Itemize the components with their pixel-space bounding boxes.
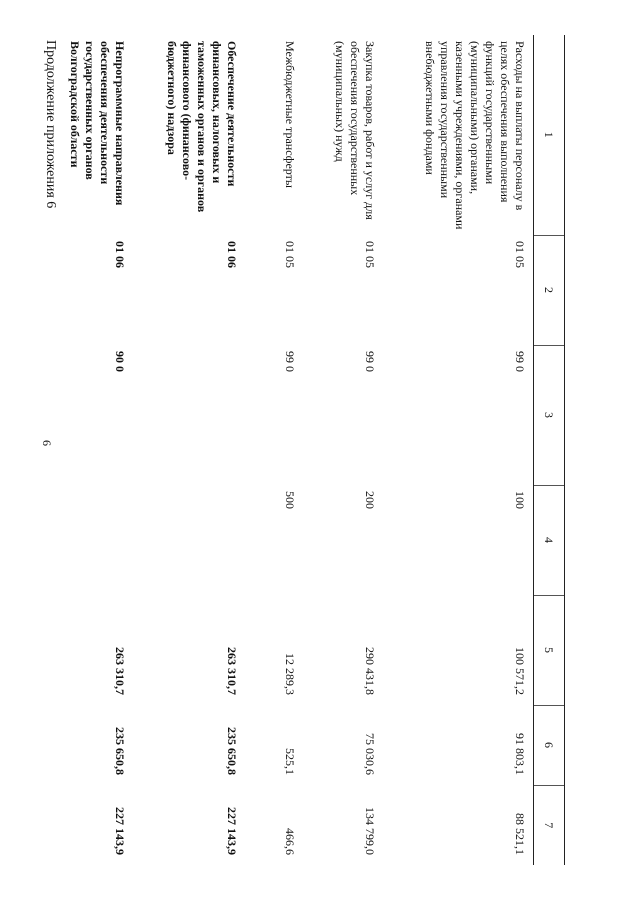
target-code: 99 0 bbox=[283, 351, 297, 372]
section-code: 01 05 bbox=[513, 241, 527, 268]
section-code: 01 05 bbox=[283, 241, 297, 268]
section-code: 01 06 bbox=[225, 241, 239, 268]
row-name: Межбюджетные трансферты bbox=[283, 41, 297, 188]
expense-type-code bbox=[133, 485, 245, 595]
column-header: 5 bbox=[534, 595, 565, 705]
table-row bbox=[245, 35, 303, 865]
table-row bbox=[133, 35, 245, 865]
expense-type-code: 200 bbox=[363, 491, 377, 509]
amount-col5: 290 431,8 bbox=[363, 647, 377, 695]
amount-col7: 227 143,9 bbox=[113, 807, 127, 855]
column-header: 4 bbox=[534, 485, 565, 595]
amount-col6: 75 030,6 bbox=[363, 733, 377, 775]
amount-col7: 227 143,9 bbox=[225, 807, 239, 855]
expense-type-code: 500 bbox=[283, 491, 297, 509]
target-code bbox=[133, 345, 245, 485]
row-name: Непрограммные направления обеспечения деятельности государственных органов Волгоградской области bbox=[68, 41, 127, 206]
amount-col5: 263 310,7 bbox=[225, 647, 239, 695]
row-name: Расходы на выплаты персоналу в целях обеспечения выполнения функций государственными (муниципальными) органами, казенными учреждениями, органами управления государственными внебюджетными фондами bbox=[423, 41, 527, 230]
column-header: 2 bbox=[534, 235, 565, 345]
amount-col6: 235 650,8 bbox=[113, 727, 127, 775]
amount-col6: 91 803,1 bbox=[513, 733, 527, 775]
column-header: 1 bbox=[534, 35, 565, 235]
column-header: 6 bbox=[534, 705, 565, 785]
amount-col7: 466,6 bbox=[283, 828, 297, 855]
table-header-row bbox=[534, 35, 565, 865]
expense-type-code bbox=[11, 485, 133, 595]
table-row bbox=[11, 35, 133, 865]
page-number: 6 bbox=[40, 440, 54, 446]
amount-col6: 525,1 bbox=[283, 748, 297, 775]
amount-col5: 12 289,3 bbox=[283, 653, 297, 695]
budget-table bbox=[11, 35, 565, 865]
column-header: 7 bbox=[534, 785, 565, 865]
target-code: 99 0 bbox=[513, 351, 527, 372]
target-code: 99 0 bbox=[363, 351, 377, 372]
row-name: Закупка товаров, работ и услуг для обеспечения государственных (муниципальных) нужд bbox=[333, 41, 377, 220]
amount-col7: 88 521,1 bbox=[513, 813, 527, 855]
amount-col5: 100 571,2 bbox=[513, 647, 527, 695]
amount-col5: 263 310,7 bbox=[113, 647, 127, 695]
section-code: 01 05 bbox=[363, 241, 377, 268]
column-header: 3 bbox=[534, 345, 565, 485]
appendix-caption: Продолжение приложения 6 bbox=[43, 40, 58, 209]
table-row bbox=[303, 35, 383, 865]
target-code: 90 0 bbox=[113, 351, 127, 372]
table-row bbox=[383, 35, 534, 865]
amount-col6: 235 650,8 bbox=[225, 727, 239, 775]
section-code: 01 06 bbox=[113, 241, 127, 268]
row-name: Обеспечение деятельности финансовых, налоговых и таможенных органов и органов финансового (финансово-бюджетного) надзора bbox=[165, 41, 239, 213]
amount-col7: 134 799,0 bbox=[363, 807, 377, 855]
expense-type-code: 100 bbox=[513, 491, 527, 509]
